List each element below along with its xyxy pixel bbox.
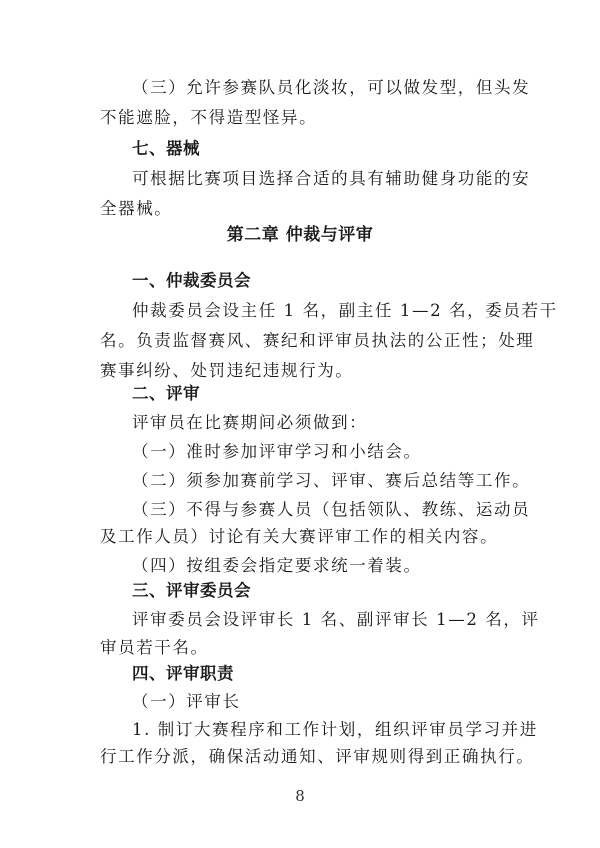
section-heading-duties: 四、评审职责	[132, 664, 234, 683]
paragraph-line: 审员若干名。	[100, 638, 209, 657]
paragraph-line: 不能遮脸，不得造型怪异。	[100, 108, 318, 127]
paragraph-line: 赛事纠纷、处罚违纪违规行为。	[100, 361, 354, 380]
paragraph-line: 名。负责监督赛风、赛纪和评审员执法的公正性；处理	[100, 331, 535, 350]
list-item-continuation: 及工作人员）讨论有关大赛评审工作的相关内容。	[100, 527, 499, 546]
section-heading-arbitration: 一、仲裁委员会	[132, 271, 251, 290]
paragraph-line: 全器械。	[100, 199, 173, 218]
paragraph-line: （三）允许参赛队员化淡妆，可以做发型，但头发	[132, 78, 531, 97]
section-heading-review-committee: 三、评审委员会	[132, 581, 251, 600]
subsection-heading-chief: （一）评审长	[132, 692, 241, 711]
paragraph-line: 1. 制订大赛程序和工作计划，组织评审员学习并进	[132, 720, 538, 739]
list-item: （一）准时参加评审学习和小结会。	[132, 442, 422, 461]
page-number: 8	[295, 787, 305, 805]
list-item: （三）不得与参赛人员（包括领队、教练、运动员	[132, 500, 531, 519]
section-heading-equipment: 七、器械	[132, 139, 200, 158]
chapter-title: 第二章 仲裁与评审	[226, 225, 374, 245]
paragraph-line: 行工作分派，确保活动通知、评审规则得到正确执行。	[100, 747, 535, 766]
paragraph-line: 评审员在比赛期间必须做到：	[132, 413, 368, 432]
list-item: （二）须参加赛前学习、评审、赛后总结等工作。	[132, 471, 531, 490]
paragraph-line: 评审委员会设评审长 1 名、副评审长 1—2 名，评	[132, 610, 540, 629]
section-heading-review: 二、评审	[132, 384, 200, 403]
paragraph-line: 可根据比赛项目选择合适的具有辅助健身功能的安	[132, 169, 531, 188]
list-item: （四）按组委会指定要求统一着装。	[132, 556, 422, 575]
paragraph-line: 仲裁委员会设主任 1 名，副主任 1—2 名，委员若干	[132, 301, 558, 320]
